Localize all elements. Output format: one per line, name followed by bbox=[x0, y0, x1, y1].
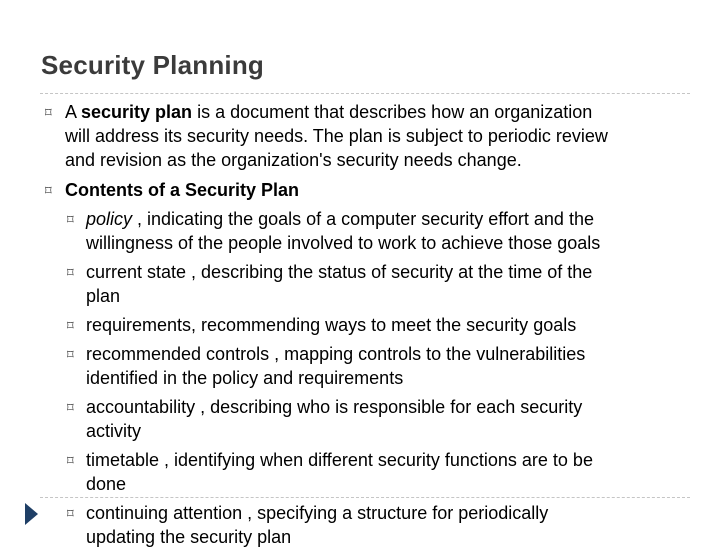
intro-paragraph: A security plan is a document that describes how an organization will address its security needs. The plan is subject to periodic review and revision as the organization's security needs change. bbox=[65, 102, 608, 170]
bullet-icon: ⌑ bbox=[67, 347, 74, 362]
list-item-recommended-controls: recommended controls , mapping controls to the vulnerabilities identified in the policy and requirements bbox=[86, 344, 586, 388]
list-item-requirements: requirements, recommending ways to meet the security goals bbox=[86, 315, 577, 335]
footer-divider bbox=[40, 497, 690, 498]
bullet-icon: ⌑ bbox=[67, 212, 74, 227]
list-item-timetable: timetable , identifying when different security functions are to be done bbox=[86, 450, 593, 494]
title-divider bbox=[40, 93, 690, 94]
bullet-icon: ⌑ bbox=[67, 506, 74, 521]
list-item-continuing-attention: continuing attention , specifying a structure for periodically updating the security plan bbox=[86, 503, 549, 547]
list-item-current-state: current state , describing the status of security at the time of the plan bbox=[86, 262, 593, 306]
bullet-icon: ⌑ bbox=[67, 400, 74, 415]
bullet-icon: ⌑ bbox=[67, 318, 74, 333]
contents-heading: Contents of a Security Plan bbox=[65, 180, 300, 200]
bullet-icon: ⌑ bbox=[45, 183, 52, 198]
list-item-policy: policy , indicating the goals of a computer security effort and the willingness of the people involved to work to achieve those goals bbox=[86, 209, 601, 253]
next-slide-arrow-icon[interactable] bbox=[25, 503, 38, 525]
bullet-icon: ⌑ bbox=[45, 105, 52, 120]
bullet-icon: ⌑ bbox=[67, 265, 74, 280]
slide-title: Security Planning bbox=[41, 50, 265, 80]
list-item-accountability: accountability , describing who is responsible for each security activity bbox=[86, 397, 583, 441]
bullet-icon: ⌑ bbox=[67, 453, 74, 468]
security-plan-term: security plan bbox=[81, 102, 193, 122]
